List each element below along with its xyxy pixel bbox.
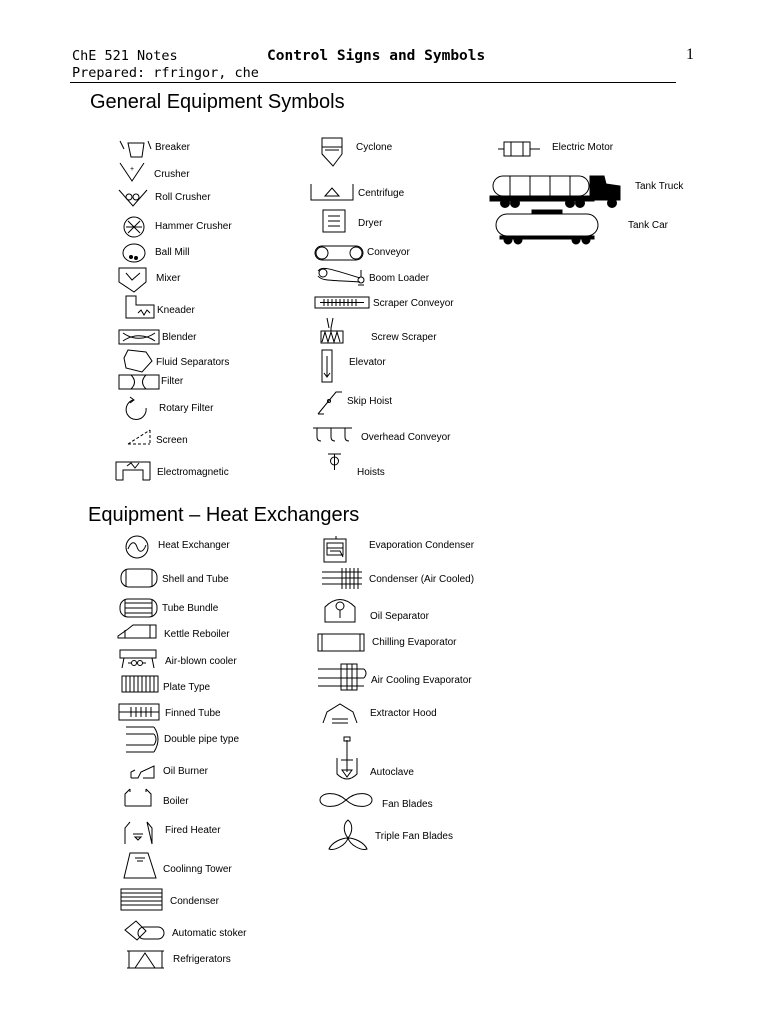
oil-separator-icon xyxy=(325,600,355,623)
conveyor-icon xyxy=(315,246,363,260)
centrifuge-icon xyxy=(311,184,353,200)
roll-crusher-icon xyxy=(119,190,147,206)
mixer-icon xyxy=(119,268,146,292)
refrigerators-icon xyxy=(127,951,164,968)
label-tank-truck: Tank Truck xyxy=(635,181,684,192)
label-scraper-conveyor: Scraper Conveyor xyxy=(373,298,454,309)
autoclave-icon xyxy=(337,737,357,779)
extractor-hood-icon xyxy=(323,704,357,723)
label-cyclone: Cyclone xyxy=(356,142,393,153)
triple-fan-blades-icon xyxy=(329,820,367,849)
hammer-crusher-icon xyxy=(124,217,144,237)
section-title-heat-exchangers: Equipment – Heat Exchangers xyxy=(88,504,360,526)
air-cooling-evaporator-icon xyxy=(318,664,366,690)
label-condenser: Condenser xyxy=(170,896,219,907)
blender-icon xyxy=(119,330,159,344)
label-shell-and-tube: Shell and Tube xyxy=(162,574,229,585)
label-electric-motor: Electric Motor xyxy=(552,142,614,153)
svg-text:+: + xyxy=(130,166,135,173)
evaporation-condenser-icon xyxy=(324,536,346,562)
breaker-icon xyxy=(120,141,151,157)
label-skip-hoist: Skip Hoist xyxy=(347,396,393,407)
ball-mill-icon xyxy=(123,244,145,262)
hoists-icon xyxy=(328,454,341,470)
label-mixer: Mixer xyxy=(156,273,181,284)
tank-truck-icon xyxy=(490,176,620,208)
electric-motor-icon xyxy=(498,142,540,156)
scraper-conveyor-icon xyxy=(315,297,369,308)
chilling-evaporator-icon xyxy=(318,634,364,651)
document-title: Control Signs and Symbols xyxy=(267,48,486,64)
label-fired-heater: Fired Heater xyxy=(165,825,221,836)
label-roll-crusher: Roll Crusher xyxy=(155,192,211,203)
label-blender: Blender xyxy=(162,332,197,343)
air-blown-cooler-icon xyxy=(120,650,156,668)
dryer-icon xyxy=(323,210,345,232)
label-air-cooling-evaporator: Air Cooling Evaporator xyxy=(371,675,472,686)
label-refrigerators: Refrigerators xyxy=(173,954,231,965)
fired-heater-icon xyxy=(125,822,152,844)
label-autoclave: Autoclave xyxy=(370,767,414,778)
label-filter: Filter xyxy=(161,376,184,387)
label-conveyor: Conveyor xyxy=(367,247,410,258)
label-boiler: Boiler xyxy=(163,796,189,807)
oil-burner-icon xyxy=(131,766,154,778)
cyclone-icon xyxy=(322,138,342,166)
label-double-pipe-type: Double pipe type xyxy=(164,734,240,745)
label-kneader: Kneader xyxy=(157,305,195,316)
label-finned-tube: Finned Tube xyxy=(165,708,221,719)
boiler-icon xyxy=(125,789,151,806)
label-rotary-filter: Rotary Filter xyxy=(159,403,214,414)
overhead-conveyor-icon xyxy=(313,428,352,441)
kettle-reboiler-icon xyxy=(118,625,156,638)
label-cooling-tower: Coolinng Tower xyxy=(163,864,232,875)
label-screw-scraper: Screw Scraper xyxy=(371,332,437,343)
shell-and-tube-icon xyxy=(121,569,157,587)
automatic-stoker-icon xyxy=(125,921,164,940)
label-crusher: Crusher xyxy=(154,169,190,180)
screen-icon xyxy=(128,430,150,444)
label-boom-loader: Boom Loader xyxy=(369,273,430,284)
label-ball-mill: Ball Mill xyxy=(155,247,190,258)
skip-hoist-icon xyxy=(318,392,342,414)
condenser-icon xyxy=(121,889,162,910)
prepared-by: Prepared: rfringor, che xyxy=(72,65,259,81)
fan-blades-icon xyxy=(320,794,372,807)
cooling-tower-icon xyxy=(124,853,156,878)
label-chilling-evaporator: Chilling Evaporator xyxy=(372,637,457,648)
label-dryer: Dryer xyxy=(358,218,383,229)
label-fluid-separators: Fluid Separators xyxy=(156,357,230,368)
screw-scraper-icon xyxy=(321,318,343,343)
label-elevator: Elevator xyxy=(349,357,386,368)
page-number: 1 xyxy=(686,46,694,63)
tube-bundle-icon xyxy=(120,599,157,617)
label-plate-type: Plate Type xyxy=(163,682,211,693)
label-fan-blades: Fan Blades xyxy=(382,799,433,810)
label-centrifuge: Centrifuge xyxy=(358,188,405,199)
label-hammer-crusher: Hammer Crusher xyxy=(155,221,232,232)
electromagnetic-icon xyxy=(116,462,150,480)
section-title-general: General Equipment Symbols xyxy=(90,91,345,113)
label-hoists: Hoists xyxy=(357,467,385,478)
elevator-icon xyxy=(322,350,332,382)
kneader-icon xyxy=(126,296,154,318)
rotary-filter-icon xyxy=(126,397,146,420)
label-overhead-conveyor: Overhead Conveyor xyxy=(361,432,451,443)
label-tank-car: Tank Car xyxy=(628,220,669,231)
tank-car-icon xyxy=(496,210,598,244)
finned-tube-icon xyxy=(119,704,159,720)
condenser-air-cooled-icon xyxy=(322,568,362,589)
label-air-blown-cooler: Air-blown cooler xyxy=(165,656,237,667)
double-pipe-type-icon xyxy=(126,727,158,752)
label-oil-burner: Oil Burner xyxy=(163,766,209,777)
label-triple-fan-blades: Triple Fan Blades xyxy=(375,831,453,842)
heat-exchanger-icon xyxy=(126,536,148,558)
label-oil-separator: Oil Separator xyxy=(370,611,429,622)
label-condenser-air-cooled: Condenser (Air Cooled) xyxy=(369,574,475,585)
crusher-icon xyxy=(120,163,144,181)
label-screen: Screen xyxy=(156,435,188,446)
label-extractor-hood: Extractor Hood xyxy=(370,708,437,719)
label-tube-bundle: Tube Bundle xyxy=(162,603,219,614)
label-electromagnetic: Electromagnetic xyxy=(157,467,229,478)
fluid-separators-icon xyxy=(124,350,152,372)
label-kettle-reboiler: Kettle Reboiler xyxy=(164,629,230,640)
label-automatic-stoker: Automatic stoker xyxy=(172,928,247,939)
boom-loader-icon xyxy=(318,268,364,285)
label-evaporation-condenser: Evaporation Condenser xyxy=(369,540,475,551)
filter-icon xyxy=(119,375,159,389)
label-breaker: Breaker xyxy=(155,142,191,153)
course-name: ChE 521 Notes xyxy=(72,48,178,64)
label-heat-exchanger: Heat Exchanger xyxy=(158,540,230,551)
plate-type-icon xyxy=(122,676,158,692)
